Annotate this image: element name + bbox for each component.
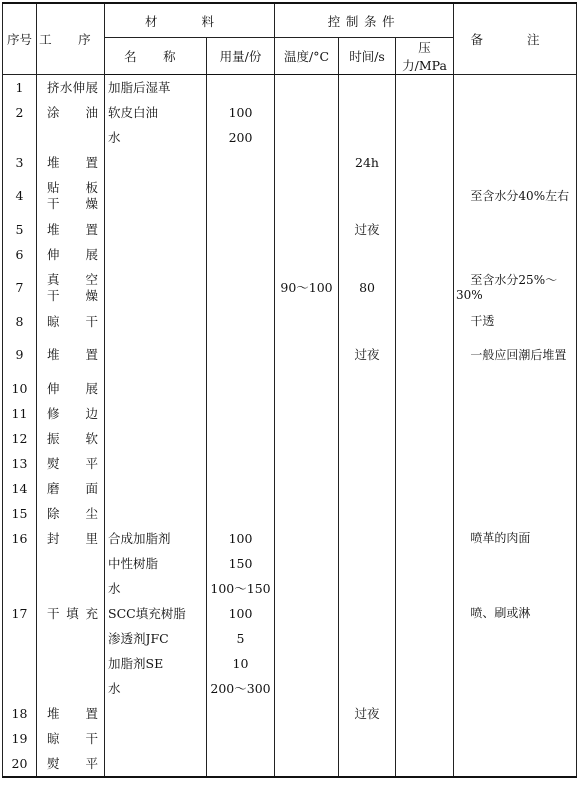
row-step <box>37 701 105 726</box>
row-material: 中性树脂 <box>105 551 207 576</box>
row-amount: 10 <box>207 651 275 676</box>
row-pressure <box>396 576 454 601</box>
row-pressure <box>396 751 454 777</box>
row-no: 4 <box>3 175 37 217</box>
row-remark <box>454 701 577 726</box>
table-row <box>3 376 577 401</box>
row-step-line: 堆 置 <box>47 154 98 170</box>
row-amount <box>207 150 275 175</box>
row-step <box>37 100 105 125</box>
row-material <box>105 376 207 401</box>
row-remark <box>454 576 577 601</box>
row-time <box>339 576 396 601</box>
row-time <box>339 651 396 676</box>
row-temperature <box>275 651 339 676</box>
table-row <box>3 601 577 626</box>
row-time <box>339 626 396 651</box>
row-time <box>339 451 396 476</box>
row-step <box>37 125 105 150</box>
row-material <box>105 217 207 242</box>
row-step-line: 除 尘 <box>47 505 98 521</box>
row-amount <box>207 501 275 526</box>
row-material <box>105 751 207 777</box>
table-row <box>3 401 577 426</box>
row-time: 过夜 <box>339 334 396 376</box>
table-row <box>3 476 577 501</box>
row-time <box>339 376 396 401</box>
row-step <box>37 726 105 751</box>
table-body <box>3 75 577 778</box>
row-step-line: 伸 展 <box>47 380 98 396</box>
row-no: 5 <box>3 217 37 242</box>
row-remark <box>454 676 577 701</box>
row-remark: 喷、刷或淋 <box>454 601 577 626</box>
row-time <box>339 476 396 501</box>
row-pressure <box>396 601 454 626</box>
header-control: 控制条件 <box>275 3 454 38</box>
row-pressure <box>396 376 454 401</box>
row-time <box>339 426 396 451</box>
row-pressure <box>396 100 454 125</box>
row-temperature <box>275 334 339 376</box>
header-temperature: 温度/°C <box>275 38 339 75</box>
row-time <box>339 309 396 334</box>
row-material <box>105 267 207 309</box>
row-step <box>37 217 105 242</box>
row-time: 过夜 <box>339 701 396 726</box>
row-step <box>37 626 105 651</box>
table-row <box>3 576 577 601</box>
row-step-line: 晾 干 <box>47 313 98 329</box>
row-amount <box>207 334 275 376</box>
row-material <box>105 175 207 217</box>
row-step <box>37 376 105 401</box>
row-temperature <box>275 426 339 451</box>
row-pressure <box>396 626 454 651</box>
row-step <box>37 334 105 376</box>
row-step-line: 干 燥 <box>47 288 98 303</box>
row-temperature <box>275 100 339 125</box>
row-step <box>37 401 105 426</box>
table-row <box>3 242 577 267</box>
table-row <box>3 526 577 551</box>
row-time <box>339 551 396 576</box>
row-pressure <box>396 476 454 501</box>
row-no: 20 <box>3 751 37 777</box>
row-step <box>37 175 105 217</box>
row-step-line: 修 边 <box>47 405 98 421</box>
row-step <box>37 476 105 501</box>
row-amount <box>207 751 275 777</box>
header-time: 时间/s <box>339 38 396 75</box>
row-temperature <box>275 476 339 501</box>
row-material <box>105 242 207 267</box>
table-row <box>3 267 577 309</box>
row-pressure <box>396 309 454 334</box>
row-pressure <box>396 334 454 376</box>
row-pressure <box>396 267 454 309</box>
header-step: 工 序 <box>37 3 105 75</box>
row-step <box>37 242 105 267</box>
row-material <box>105 426 207 451</box>
row-step-line: 熨 平 <box>47 755 98 771</box>
row-temperature <box>275 150 339 175</box>
table-row <box>3 175 577 217</box>
row-remark <box>454 451 577 476</box>
table-row <box>3 451 577 476</box>
header-materials: 材 料 <box>105 3 275 38</box>
row-step <box>37 601 105 626</box>
table-row <box>3 726 577 751</box>
row-temperature <box>275 526 339 551</box>
row-remark <box>454 125 577 150</box>
row-material <box>105 150 207 175</box>
row-pressure <box>396 551 454 576</box>
row-no: 17 <box>3 601 37 626</box>
row-remark <box>454 426 577 451</box>
row-amount: 200 <box>207 125 275 150</box>
table-row <box>3 626 577 651</box>
row-material: 水 <box>105 576 207 601</box>
row-amount: 150 <box>207 551 275 576</box>
row-material <box>105 334 207 376</box>
row-remark <box>454 626 577 651</box>
row-no: 1 <box>3 75 37 101</box>
row-amount: 5 <box>207 626 275 651</box>
table-row <box>3 150 577 175</box>
row-step <box>37 426 105 451</box>
row-time <box>339 526 396 551</box>
row-remark <box>454 242 577 267</box>
row-material <box>105 476 207 501</box>
row-remark <box>454 726 577 751</box>
row-remark: 至含水分40%左右 <box>454 175 577 217</box>
row-step-line: 熨 平 <box>47 455 98 471</box>
row-amount <box>207 401 275 426</box>
row-remark <box>454 376 577 401</box>
row-amount <box>207 451 275 476</box>
row-step-line: 振 软 <box>47 430 98 446</box>
row-no <box>3 576 37 601</box>
row-time <box>339 726 396 751</box>
row-step <box>37 501 105 526</box>
row-time <box>339 100 396 125</box>
table-row <box>3 751 577 777</box>
row-amount: 200～300 <box>207 676 275 701</box>
row-pressure <box>396 426 454 451</box>
table-row <box>3 676 577 701</box>
row-remark: 喷革的肉面 <box>454 526 577 551</box>
row-amount <box>207 175 275 217</box>
table-row <box>3 551 577 576</box>
table-row <box>3 125 577 150</box>
row-temperature <box>275 376 339 401</box>
row-step-line: 堆 置 <box>47 347 98 363</box>
row-step <box>37 267 105 309</box>
row-no: 18 <box>3 701 37 726</box>
row-amount <box>207 476 275 501</box>
row-material: 软皮白油 <box>105 100 207 125</box>
row-remark: 干透 <box>454 309 577 334</box>
row-remark: 一般应回潮后堆置 <box>454 334 577 376</box>
row-pressure <box>396 75 454 101</box>
row-pressure <box>396 150 454 175</box>
row-temperature <box>275 309 339 334</box>
row-time <box>339 601 396 626</box>
row-step <box>37 751 105 777</box>
row-time: 过夜 <box>339 217 396 242</box>
row-remark <box>454 401 577 426</box>
row-time <box>339 75 396 101</box>
row-temperature <box>275 626 339 651</box>
row-material: 水 <box>105 125 207 150</box>
table-row <box>3 651 577 676</box>
row-time <box>339 501 396 526</box>
row-amount <box>207 376 275 401</box>
row-pressure <box>396 217 454 242</box>
row-no: 2 <box>3 100 37 125</box>
row-no: 14 <box>3 476 37 501</box>
row-temperature <box>275 175 339 217</box>
row-temperature <box>275 551 339 576</box>
row-no: 11 <box>3 401 37 426</box>
row-time <box>339 175 396 217</box>
row-remark <box>454 476 577 501</box>
row-amount <box>207 267 275 309</box>
row-step-line: 干填充 <box>47 605 98 621</box>
row-remark <box>454 217 577 242</box>
row-pressure <box>396 451 454 476</box>
row-amount <box>207 309 275 334</box>
row-step-line: 堆 置 <box>47 221 98 237</box>
row-step-line: 涂 油 <box>47 104 98 120</box>
row-no: 13 <box>3 451 37 476</box>
row-step <box>37 75 105 101</box>
table-row <box>3 501 577 526</box>
row-amount <box>207 726 275 751</box>
row-step-line: 封 里 <box>47 530 98 546</box>
row-material <box>105 451 207 476</box>
row-step-line: 真 空 <box>47 272 98 288</box>
row-material <box>105 501 207 526</box>
row-step-line: 晾 干 <box>47 730 98 746</box>
row-material <box>105 701 207 726</box>
row-temperature <box>275 676 339 701</box>
row-material <box>105 726 207 751</box>
row-amount: 100 <box>207 601 275 626</box>
header-name: 名 称 <box>105 38 207 75</box>
row-pressure <box>396 526 454 551</box>
row-step-line: 挤水伸展 <box>47 79 98 95</box>
row-time <box>339 676 396 701</box>
row-no <box>3 676 37 701</box>
row-material <box>105 401 207 426</box>
row-material: SCC填充树脂 <box>105 601 207 626</box>
header-pressure: 压力/MPa <box>396 38 454 75</box>
row-no: 19 <box>3 726 37 751</box>
row-temperature: 90～100 <box>275 267 339 309</box>
row-material: 加脂剂SE <box>105 651 207 676</box>
table-row <box>3 334 577 376</box>
row-no: 15 <box>3 501 37 526</box>
row-time <box>339 401 396 426</box>
row-temperature <box>275 217 339 242</box>
row-temperature <box>275 125 339 150</box>
row-no: 16 <box>3 526 37 551</box>
row-time: 24h <box>339 150 396 175</box>
row-pressure <box>396 242 454 267</box>
row-step-line: 磨 面 <box>47 480 98 496</box>
row-no: 10 <box>3 376 37 401</box>
header-amount: 用量/份 <box>207 38 275 75</box>
row-no <box>3 551 37 576</box>
row-amount: 100～150 <box>207 576 275 601</box>
row-remark: 至含水分25%～30% <box>454 267 577 309</box>
row-time <box>339 242 396 267</box>
row-pressure <box>396 175 454 217</box>
table-row <box>3 426 577 451</box>
row-amount <box>207 242 275 267</box>
table-row <box>3 701 577 726</box>
row-remark <box>454 651 577 676</box>
row-temperature <box>275 726 339 751</box>
row-step-line: 堆 置 <box>47 705 98 721</box>
row-temperature <box>275 242 339 267</box>
row-amount <box>207 701 275 726</box>
row-amount <box>207 426 275 451</box>
row-amount: 100 <box>207 100 275 125</box>
row-temperature <box>275 601 339 626</box>
row-no <box>3 125 37 150</box>
row-temperature <box>275 75 339 101</box>
process-table <box>2 2 577 778</box>
row-step-line: 伸 展 <box>47 246 98 262</box>
row-remark <box>454 501 577 526</box>
row-no <box>3 626 37 651</box>
row-pressure <box>396 501 454 526</box>
row-pressure <box>396 651 454 676</box>
row-step <box>37 150 105 175</box>
table-row <box>3 217 577 242</box>
row-step <box>37 526 105 551</box>
row-step <box>37 451 105 476</box>
header-no: 序号 <box>3 3 37 75</box>
row-remark <box>454 551 577 576</box>
row-pressure <box>396 701 454 726</box>
row-amount <box>207 217 275 242</box>
row-step <box>37 551 105 576</box>
row-temperature <box>275 701 339 726</box>
row-pressure <box>396 726 454 751</box>
row-temperature <box>275 401 339 426</box>
row-step-line: 干 燥 <box>47 196 98 211</box>
table-row <box>3 309 577 334</box>
row-no: 7 <box>3 267 37 309</box>
row-time <box>339 751 396 777</box>
row-amount <box>207 75 275 101</box>
row-step <box>37 576 105 601</box>
row-pressure <box>396 401 454 426</box>
row-material <box>105 309 207 334</box>
row-no: 8 <box>3 309 37 334</box>
row-temperature <box>275 501 339 526</box>
table-row <box>3 100 577 125</box>
row-step <box>37 676 105 701</box>
row-remark <box>454 751 577 777</box>
row-remark <box>454 100 577 125</box>
header-remark: 备 注 <box>454 3 577 75</box>
row-no: 9 <box>3 334 37 376</box>
row-temperature <box>275 751 339 777</box>
row-material: 加脂后湿革 <box>105 75 207 101</box>
row-material: 水 <box>105 676 207 701</box>
row-material: 渗透剂JFC <box>105 626 207 651</box>
row-pressure <box>396 125 454 150</box>
row-remark <box>454 75 577 101</box>
row-no: 12 <box>3 426 37 451</box>
row-material: 合成加脂剂 <box>105 526 207 551</box>
row-amount: 100 <box>207 526 275 551</box>
row-step <box>37 651 105 676</box>
row-time: 80 <box>339 267 396 309</box>
row-remark <box>454 150 577 175</box>
row-temperature <box>275 451 339 476</box>
row-step <box>37 309 105 334</box>
table-header <box>3 3 577 75</box>
row-time <box>339 125 396 150</box>
row-temperature <box>275 576 339 601</box>
row-step-line: 贴 板 <box>47 180 98 196</box>
table-row <box>3 75 577 101</box>
row-no: 3 <box>3 150 37 175</box>
row-no <box>3 651 37 676</box>
row-pressure <box>396 676 454 701</box>
row-no: 6 <box>3 242 37 267</box>
